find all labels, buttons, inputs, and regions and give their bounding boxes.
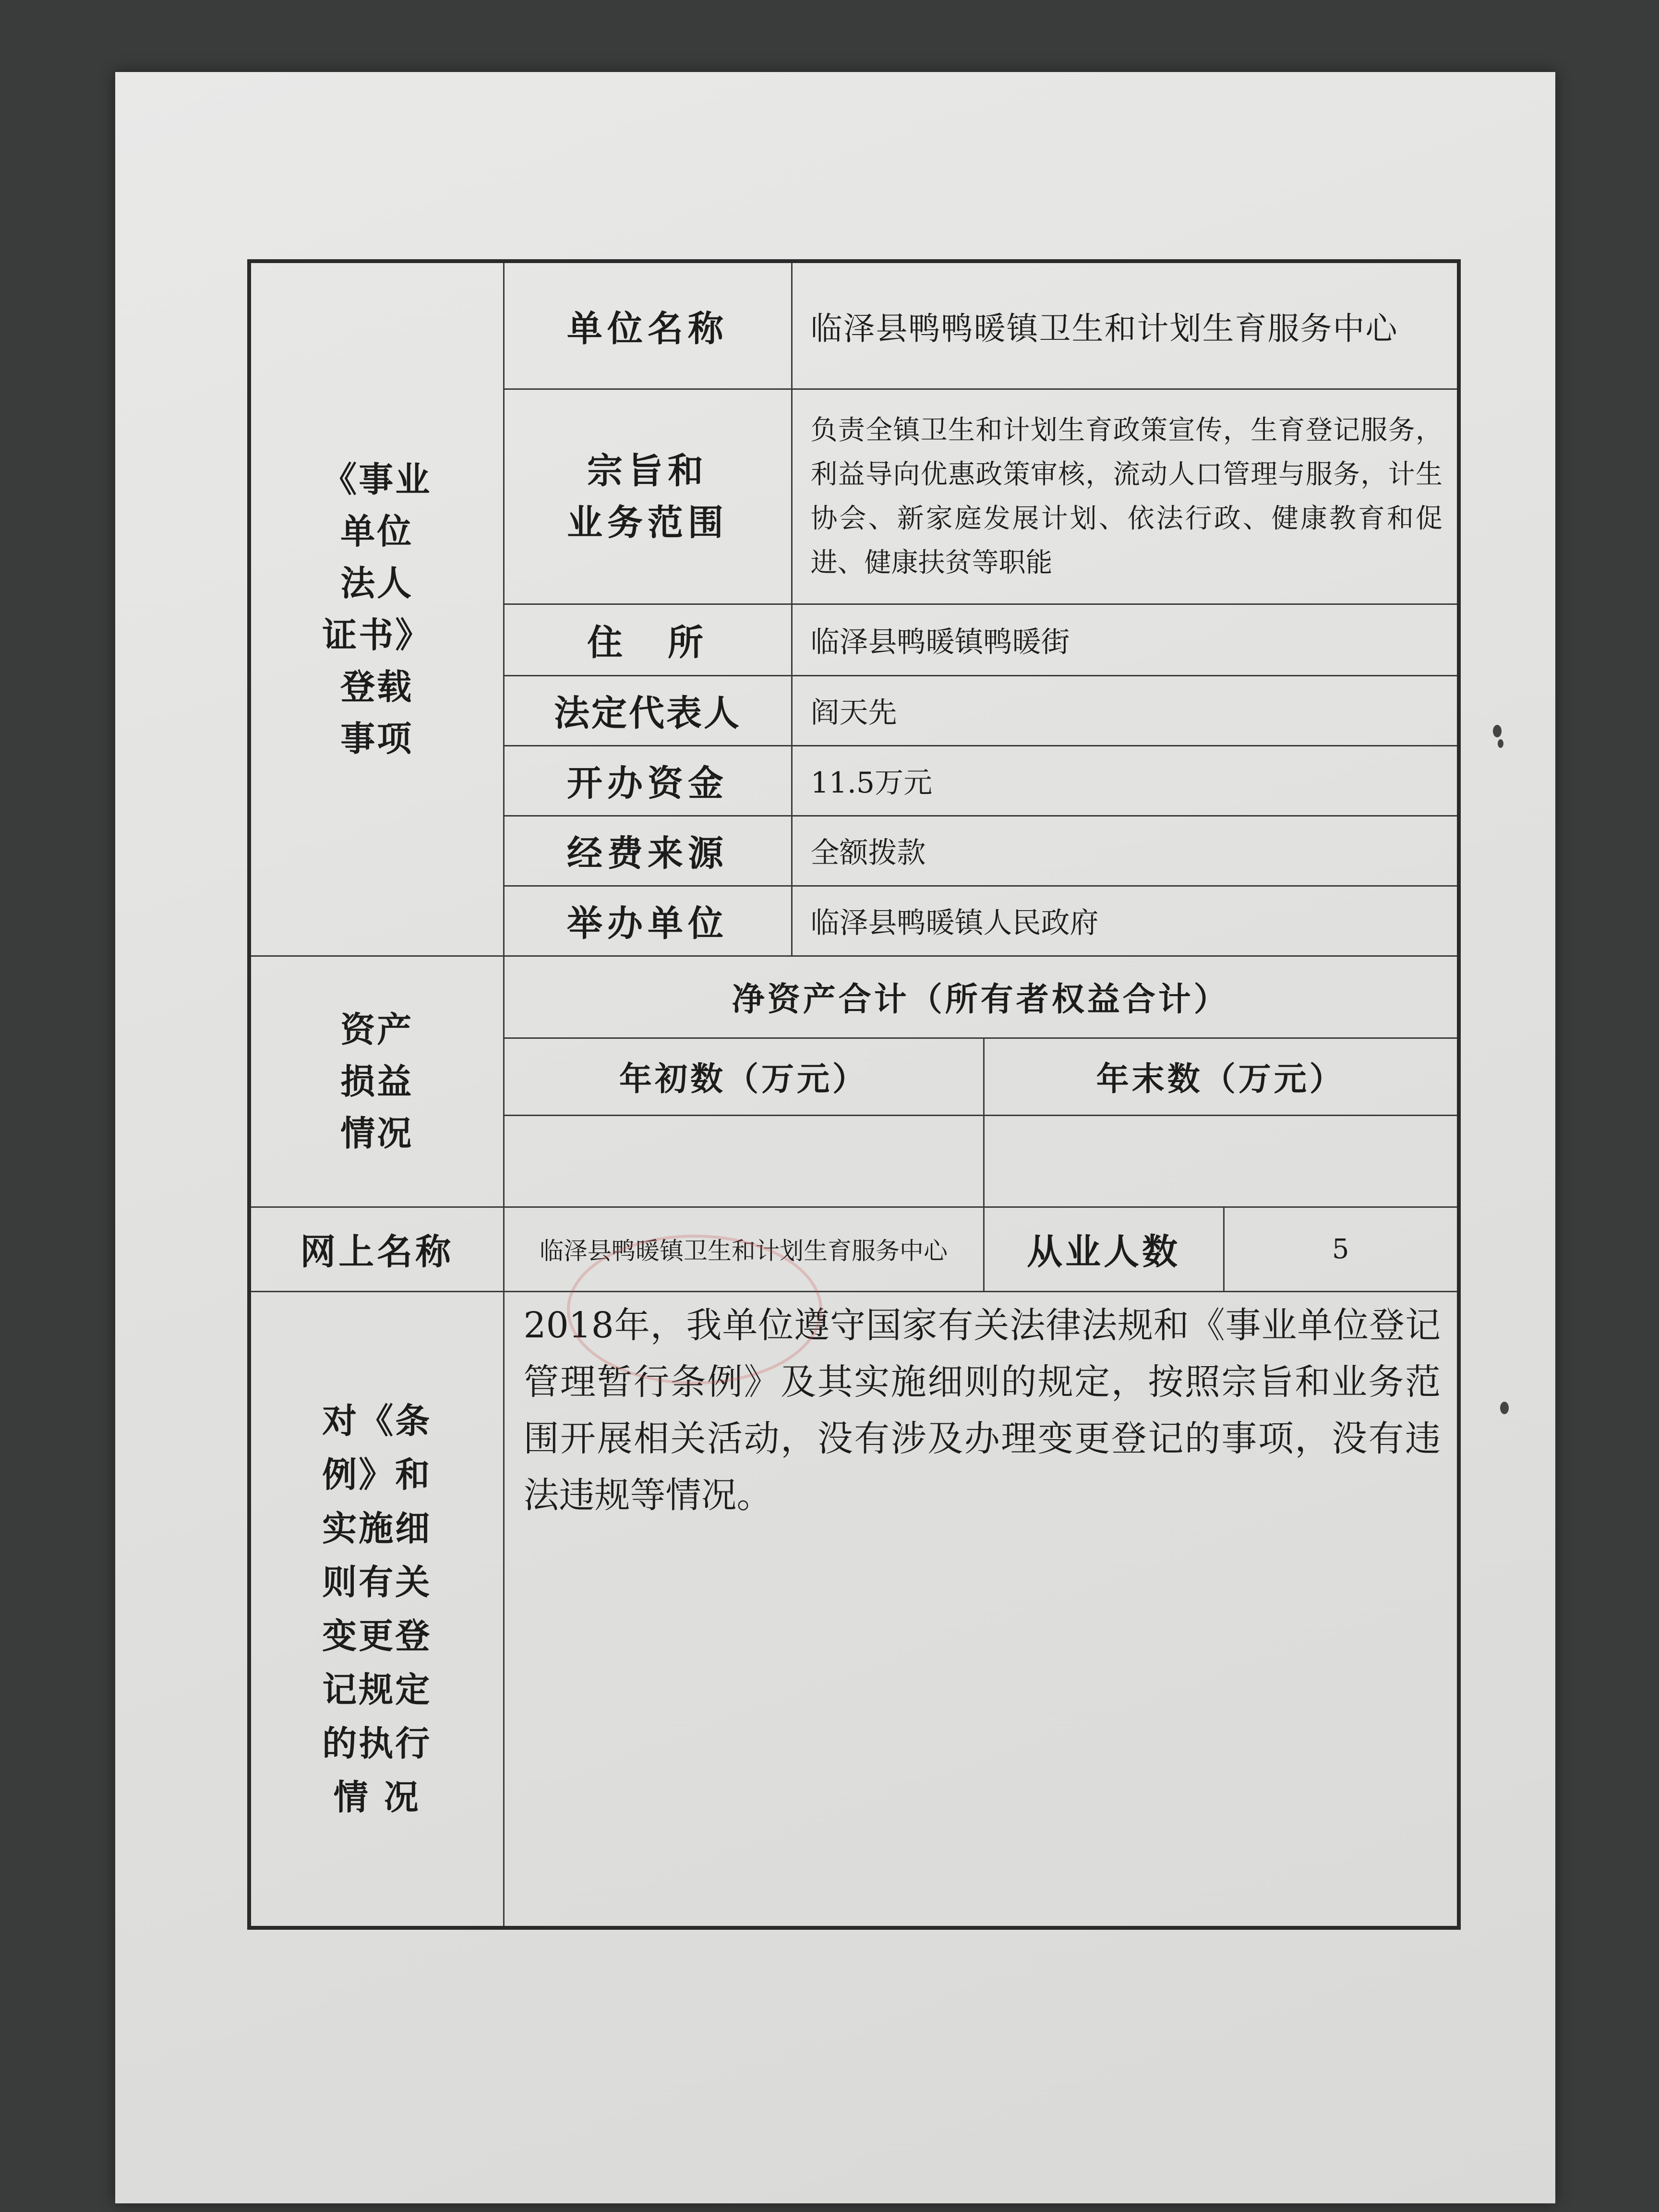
legal-rep-value: 阎天先	[792, 675, 1459, 745]
punch-hole-bottom	[1500, 1402, 1509, 1414]
assets-section-label	[249, 956, 504, 1207]
sponsor-label: 举办单位	[504, 886, 792, 956]
begin-year-value	[504, 1115, 984, 1207]
row-compliance	[249, 1292, 1459, 1928]
purpose-scope-label	[504, 389, 792, 604]
registration-label-line: 《事业	[322, 459, 432, 500]
address-value: 临泽县鸭暖镇鸭暖街	[792, 604, 1459, 676]
unit-name-value: 临泽县鸭鸭暖镇卫生和计划生育服务中心	[792, 261, 1459, 389]
assets-label-line: 资产	[340, 1009, 414, 1050]
compliance-label-line: 则有关	[322, 1562, 432, 1603]
compliance-label-line: 情 况	[333, 1777, 421, 1818]
registration-label-line: 法人	[340, 563, 414, 603]
compliance-label-line: 变更登	[322, 1616, 432, 1657]
punch-hole-middle	[1498, 739, 1503, 748]
registration-label-line: 证书》	[322, 614, 432, 655]
paper-sheet	[115, 72, 1555, 2203]
purpose-scope-value: 负责全镇卫生和计划生育政策宣传，生育登记服务，利益导向优惠政策审核，流动人口管理与服务，计生协会、新家庭发展计划、依法行政、健康教育和促进、健康扶贫等职能	[792, 389, 1459, 604]
registration-label-line: 单位	[340, 511, 414, 552]
compliance-label-line: 实施细	[322, 1508, 432, 1549]
assets-label-line: 情况	[340, 1113, 414, 1154]
purpose-label-line: 宗旨和	[587, 450, 708, 492]
compliance-label-line: 记规定	[322, 1670, 432, 1710]
sponsor-value: 临泽县鸭暖镇人民政府	[792, 886, 1459, 956]
funding-source-label: 经费来源	[504, 816, 792, 886]
capital-value: 11.5万元	[792, 745, 1459, 816]
purpose-label-line: 业务范围	[567, 502, 728, 543]
online-name-label: 网上名称	[249, 1207, 504, 1291]
registration-label-line: 事项	[340, 718, 414, 759]
compliance-statement-text: 2018年，我单位遵守国家有关法律法规和《事业单位登记管理暂行条例》及其实施细则的规定，按照宗旨和业务范围开展相关活动，没有涉及办理变更登记的事项，没有违法违规等情况。	[523, 1305, 1441, 1516]
row-online-name	[249, 1207, 1459, 1291]
registration-section-label	[249, 261, 504, 956]
assets-label-line: 损益	[340, 1061, 414, 1102]
funding-source-value: 全额拨款	[792, 816, 1459, 886]
compliance-label-line: 对《条	[322, 1401, 432, 1442]
online-name-value: 临泽县鸭暖镇卫生和计划生育服务中心	[504, 1207, 984, 1291]
legal-rep-label: 法定代表人	[504, 675, 792, 745]
unit-name-label: 单位名称	[504, 261, 792, 389]
end-year-value	[984, 1115, 1459, 1207]
begin-year-header: 年初数（万元）	[504, 1038, 984, 1115]
compliance-section-label	[249, 1292, 504, 1928]
registration-label-line: 登载	[340, 666, 414, 707]
net-assets-header: 净资产合计（所有者权益合计）	[504, 956, 1459, 1038]
row-unit-name	[249, 261, 1459, 389]
punch-hole-top	[1493, 725, 1502, 737]
staff-count-value: 5	[1224, 1207, 1459, 1291]
row-net-assets-header	[249, 956, 1459, 1038]
compliance-label-line: 的执行	[322, 1723, 432, 1764]
end-year-header: 年末数（万元）	[984, 1038, 1459, 1115]
staff-count-label: 从业人数	[984, 1207, 1224, 1291]
address-label: 住 所	[504, 604, 792, 676]
capital-label: 开办资金	[504, 745, 792, 816]
registration-form-table	[247, 259, 1461, 1930]
compliance-statement	[504, 1292, 1459, 1928]
compliance-label-line: 例》和	[322, 1455, 432, 1495]
